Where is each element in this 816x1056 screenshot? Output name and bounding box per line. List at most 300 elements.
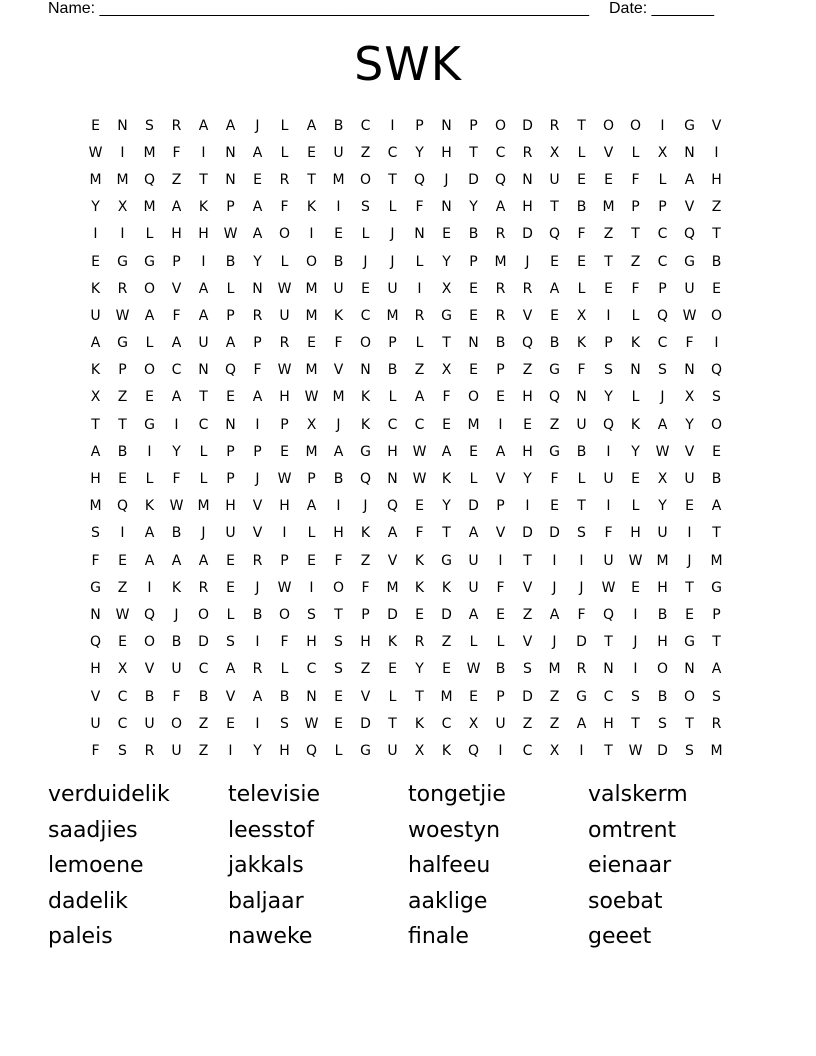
grid-letter: Q xyxy=(386,498,399,515)
grid-letter: C xyxy=(441,715,452,732)
grid-letter: U xyxy=(387,280,398,297)
grid-letter: D xyxy=(522,525,533,542)
grid-letter: M xyxy=(89,498,102,515)
grid-letter: W xyxy=(682,307,697,324)
grid-letter: A xyxy=(306,117,317,134)
grid-letter: S xyxy=(334,634,343,651)
grid-letter: Q xyxy=(467,742,480,759)
grid-letter: O xyxy=(278,226,291,243)
grid-letter: R xyxy=(576,661,587,678)
grid-letter: E xyxy=(118,471,127,488)
grid-letter: U xyxy=(549,171,560,188)
grid-letter: E xyxy=(523,416,532,433)
grid-letter: K xyxy=(90,280,101,297)
grid-letter: Y xyxy=(415,661,424,678)
grid-letter: M xyxy=(305,307,318,324)
grid-letter: X xyxy=(657,471,668,488)
grid-letter: A xyxy=(711,498,722,515)
grid-letter: E xyxy=(496,389,505,406)
grid-letter: W xyxy=(466,661,481,678)
grid-letter: F xyxy=(577,362,586,379)
grid-letter: V xyxy=(522,579,533,596)
grid-letter: E xyxy=(550,253,559,270)
grid-letter: E xyxy=(604,171,613,188)
grid-letter: H xyxy=(603,715,614,732)
grid-letter: Q xyxy=(143,171,156,188)
grid-letter: U xyxy=(90,307,101,324)
grid-letter: R xyxy=(252,552,263,569)
grid-letter: W xyxy=(223,226,238,243)
grid-letter: E xyxy=(442,416,451,433)
grid-letter: V xyxy=(495,525,506,542)
grid-letter: L xyxy=(199,471,208,488)
grid-letter: D xyxy=(657,742,668,759)
grid-letter: B xyxy=(657,688,668,705)
word-bank-item: verduidelik xyxy=(48,782,170,807)
grid-letter: P xyxy=(280,552,289,569)
grid-letter: V xyxy=(252,498,263,515)
grid-letter: U xyxy=(603,552,614,569)
grid-letter: R xyxy=(198,579,209,596)
grid-letter: R xyxy=(252,307,263,324)
grid-letter: S xyxy=(712,688,721,705)
grid-letter: H xyxy=(387,443,398,460)
grid-letter: W xyxy=(277,579,292,596)
grid-letter: H xyxy=(522,199,533,216)
grid-letter: P xyxy=(712,606,721,623)
grid-letter: C xyxy=(171,362,182,379)
grid-letter: F xyxy=(550,471,559,488)
grid-letter: F xyxy=(604,525,613,542)
grid-letter: N xyxy=(603,661,614,678)
grid-letter: G xyxy=(576,688,587,705)
grid-letter: T xyxy=(604,253,613,270)
grid-letter: S xyxy=(145,117,154,134)
grid-letter: V xyxy=(603,144,614,161)
grid-letter: E xyxy=(550,307,559,324)
grid-letter: V xyxy=(522,307,533,324)
grid-letter: A xyxy=(495,199,506,216)
grid-letter: H xyxy=(657,579,668,596)
grid-letter: F xyxy=(685,335,694,352)
grid-letter: Q xyxy=(143,606,156,623)
grid-letter: U xyxy=(657,525,668,542)
grid-letter: N xyxy=(252,280,263,297)
grid-letter: Y xyxy=(469,199,478,216)
grid-letter: G xyxy=(684,634,695,651)
date-field-label: Date: _______ xyxy=(608,0,714,17)
grid-letter: P xyxy=(415,117,424,134)
grid-letter: V xyxy=(684,443,695,460)
grid-letter: T xyxy=(712,634,721,651)
grid-letter: Q xyxy=(683,226,696,243)
grid-letter: L xyxy=(226,606,235,623)
grid-row xyxy=(82,139,730,166)
grid-letter: O xyxy=(359,335,372,352)
grid-letter: M xyxy=(440,688,453,705)
grid-letter: A xyxy=(387,525,398,542)
grid-letter: E xyxy=(226,552,235,569)
grid-letter: B xyxy=(279,688,290,705)
grid-row xyxy=(82,302,730,329)
grid-letter: C xyxy=(198,661,209,678)
grid-letter: Q xyxy=(656,307,669,324)
grid-letter: I xyxy=(579,552,584,569)
grid-letter: I xyxy=(120,226,125,243)
grid-letter: D xyxy=(576,634,587,651)
grid-letter: O xyxy=(710,307,723,324)
grid-letter: T xyxy=(712,226,721,243)
grid-letter: C xyxy=(387,416,398,433)
grid-letter: C xyxy=(657,253,668,270)
grid-letter: I xyxy=(255,416,260,433)
grid-letter: W xyxy=(277,471,292,488)
grid-letter: A xyxy=(549,280,560,297)
grid-letter: F xyxy=(172,144,181,161)
grid-letter: H xyxy=(441,144,452,161)
grid-letter: M xyxy=(656,552,669,569)
grid-letter: F xyxy=(172,471,181,488)
grid-letter: D xyxy=(387,606,398,623)
grid-letter: N xyxy=(576,389,587,406)
grid-letter: V xyxy=(711,117,722,134)
grid-letter: W xyxy=(277,280,292,297)
grid-letter: L xyxy=(280,661,289,678)
grid-letter: S xyxy=(118,742,127,759)
grid-letter: O xyxy=(467,389,480,406)
grid-letter: G xyxy=(549,443,560,460)
grid-letter: B xyxy=(711,471,722,488)
grid-letter: U xyxy=(468,552,479,569)
grid-letter: R xyxy=(522,144,533,161)
grid-letter: E xyxy=(91,117,100,134)
grid-letter: U xyxy=(90,715,101,732)
grid-letter: I xyxy=(633,606,638,623)
grid-letter: Q xyxy=(548,389,561,406)
grid-row xyxy=(82,710,730,737)
grid-letter: U xyxy=(684,471,695,488)
grid-letter: D xyxy=(468,171,479,188)
grid-row xyxy=(82,465,730,492)
grid-letter: K xyxy=(630,416,641,433)
grid-letter: Z xyxy=(198,715,209,732)
word-bank-item: soebat xyxy=(588,888,663,914)
grid-letter: A xyxy=(225,661,236,678)
grid-letter: A xyxy=(468,525,479,542)
grid-letter: T xyxy=(712,525,721,542)
grid-letter: W xyxy=(115,307,130,324)
grid-letter: H xyxy=(522,443,533,460)
grid-letter: J xyxy=(552,579,557,596)
grid-letter: A xyxy=(333,443,344,460)
grid-letter: E xyxy=(334,226,343,243)
grid-letter: X xyxy=(90,389,101,406)
grid-letter: O xyxy=(143,362,156,379)
grid-letter: H xyxy=(630,525,641,542)
grid-letter: J xyxy=(579,579,584,596)
grid-letter: A xyxy=(684,171,695,188)
grid-letter: L xyxy=(361,226,370,243)
grid-letter: N xyxy=(414,226,425,243)
grid-letter: A xyxy=(441,443,452,460)
grid-letter: Q xyxy=(521,335,534,352)
word-bank-item: halfeeu xyxy=(408,853,491,878)
grid-letter: H xyxy=(711,171,722,188)
grid-letter: X xyxy=(468,715,479,732)
grid-letter: N xyxy=(225,171,236,188)
grid-letter: I xyxy=(606,443,611,460)
grid-letter: F xyxy=(280,634,289,651)
grid-letter: T xyxy=(442,335,451,352)
grid-letter: V xyxy=(360,688,371,705)
grid-letter: W xyxy=(115,606,130,623)
grid-letter: L xyxy=(631,498,640,515)
grid-letter: S xyxy=(307,606,316,623)
word-bank-item: leesstof xyxy=(228,817,314,843)
grid-letter: W xyxy=(628,742,643,759)
grid-letter: J xyxy=(363,253,368,270)
grid-letter: F xyxy=(415,525,424,542)
grid-letter: Y xyxy=(253,742,262,759)
grid-letter: I xyxy=(525,498,530,515)
grid-letter: B xyxy=(576,199,587,216)
grid-letter: Z xyxy=(711,199,722,216)
grid-letter: B xyxy=(576,443,587,460)
grid-letter: V xyxy=(684,199,695,216)
grid-letter: N xyxy=(117,117,128,134)
grid-letter: K xyxy=(387,634,398,651)
grid-letter: F xyxy=(631,280,640,297)
grid-letter: C xyxy=(657,226,668,243)
grid-letter: B xyxy=(549,335,560,352)
grid-letter: Q xyxy=(413,171,426,188)
grid-row xyxy=(82,737,730,764)
grid-letter: W xyxy=(169,498,184,515)
grid-letter: E xyxy=(334,688,343,705)
grid-letter: P xyxy=(496,498,505,515)
grid-letter: G xyxy=(360,742,371,759)
grid-letter: I xyxy=(660,117,665,134)
grid-letter: J xyxy=(336,416,341,433)
grid-letter: J xyxy=(552,634,557,651)
grid-letter: B xyxy=(387,362,398,379)
grid-letter: B xyxy=(117,443,128,460)
grid-letter: D xyxy=(441,606,452,623)
grid-letter: A xyxy=(657,416,668,433)
grid-letter: K xyxy=(360,389,371,406)
grid-letter: I xyxy=(93,226,98,243)
word-bank-item: televisie xyxy=(228,782,321,807)
grid-letter: M xyxy=(143,144,156,161)
grid-letter: X xyxy=(306,416,317,433)
grid-letter: A xyxy=(549,606,560,623)
grid-letter: H xyxy=(90,661,101,678)
grid-letter: C xyxy=(117,688,128,705)
grid-letter: G xyxy=(684,117,695,134)
grid-letter: P xyxy=(226,307,235,324)
grid-letter: H xyxy=(522,389,533,406)
grid-letter: I xyxy=(228,742,233,759)
grid-letter: U xyxy=(495,715,506,732)
grid-letter: A xyxy=(171,335,182,352)
grid-letter: Y xyxy=(631,443,640,460)
grid-letter: I xyxy=(120,525,125,542)
grid-letter: J xyxy=(201,525,206,542)
grid-letter: A xyxy=(144,525,155,542)
grid-letter: Z xyxy=(603,226,614,243)
grid-letter: I xyxy=(606,498,611,515)
grid-letter: T xyxy=(577,117,586,134)
grid-letter: M xyxy=(494,253,507,270)
grid-letter: N xyxy=(360,362,371,379)
grid-letter: V xyxy=(171,280,182,297)
word-bank-item: saadjies xyxy=(48,817,138,843)
grid-letter: J xyxy=(255,117,260,134)
grid-letter: U xyxy=(171,742,182,759)
grid-letter: E xyxy=(469,362,478,379)
grid-letter: C xyxy=(495,144,506,161)
grid-letter: R xyxy=(495,280,506,297)
grid-letter: Z xyxy=(522,362,533,379)
grid-letter: A xyxy=(225,117,236,134)
grid-letter: M xyxy=(116,171,129,188)
grid-letter: E xyxy=(415,498,424,515)
grid-letter: U xyxy=(333,144,344,161)
grid-letter: A xyxy=(711,661,722,678)
grid-letter: S xyxy=(280,715,289,732)
grid-letter: T xyxy=(91,416,100,433)
grid-letter: P xyxy=(280,416,289,433)
grid-letter: L xyxy=(199,443,208,460)
grid-letter: W xyxy=(88,144,103,161)
grid-letter: A xyxy=(198,117,209,134)
grid-letter: G xyxy=(144,416,155,433)
grid-letter: V xyxy=(90,688,101,705)
grid-letter: H xyxy=(360,634,371,651)
grid-letter: H xyxy=(225,498,236,515)
grid-letter: L xyxy=(388,199,397,216)
grid-letter: S xyxy=(226,634,235,651)
grid-letter: T xyxy=(577,498,586,515)
grid-letter: Z xyxy=(360,144,371,161)
grid-letter: V xyxy=(387,552,398,569)
grid-letter: D xyxy=(468,498,479,515)
grid-letter: Y xyxy=(91,199,100,216)
grid-letter: R xyxy=(495,226,506,243)
grid-letter: A xyxy=(171,199,182,216)
grid-letter: W xyxy=(601,579,616,596)
grid-letter: V xyxy=(522,634,533,651)
grid-letter: W xyxy=(412,471,427,488)
grid-letter: M xyxy=(386,307,399,324)
grid-letter: N xyxy=(441,117,452,134)
grid-letter: O xyxy=(197,606,210,623)
grid-letter: H xyxy=(657,634,668,651)
grid-letter: N xyxy=(684,144,695,161)
grid-letter: Z xyxy=(360,661,371,678)
grid-letter: S xyxy=(523,661,532,678)
grid-row xyxy=(82,683,730,710)
grid-row xyxy=(82,411,730,438)
grid-letter: A xyxy=(90,335,101,352)
grid-letter: V xyxy=(495,471,506,488)
header-line xyxy=(48,0,714,18)
grid-letter: R xyxy=(279,335,290,352)
grid-letter: W xyxy=(277,362,292,379)
grid-letter: K xyxy=(360,525,371,542)
grid-letter: E xyxy=(631,579,640,596)
grid-letter: K xyxy=(630,335,641,352)
word-search-grid xyxy=(82,112,730,765)
grid-letter: S xyxy=(658,362,667,379)
grid-letter: W xyxy=(304,715,319,732)
grid-letter: Q xyxy=(602,606,615,623)
grid-letter: H xyxy=(306,634,317,651)
grid-letter: I xyxy=(282,525,287,542)
grid-letter: Q xyxy=(116,498,129,515)
grid-letter: E xyxy=(307,144,316,161)
grid-letter: N xyxy=(387,471,398,488)
grid-letter: L xyxy=(280,144,289,161)
grid-letter: M xyxy=(89,171,102,188)
grid-letter: K xyxy=(171,579,182,596)
grid-letter: T xyxy=(550,199,559,216)
grid-letter: A xyxy=(171,552,182,569)
grid-letter: J xyxy=(363,498,368,515)
grid-letter: L xyxy=(577,280,586,297)
grid-letter: X xyxy=(441,362,452,379)
grid-row xyxy=(82,248,730,275)
grid-letter: C xyxy=(387,144,398,161)
grid-letter: G xyxy=(90,579,101,596)
grid-letter: E xyxy=(550,498,559,515)
grid-letter: I xyxy=(498,552,503,569)
grid-letter: I xyxy=(606,307,611,324)
grid-letter: N xyxy=(198,362,209,379)
word-bank-item: lemoene xyxy=(48,853,144,878)
grid-letter: Z xyxy=(522,606,533,623)
grid-letter: F xyxy=(172,688,181,705)
grid-letter: O xyxy=(170,715,183,732)
grid-letter: J xyxy=(525,253,530,270)
grid-letter: X xyxy=(576,307,587,324)
grid-letter: L xyxy=(307,525,316,542)
grid-letter: K xyxy=(90,362,101,379)
grid-letter: P xyxy=(172,253,181,270)
grid-letter: P xyxy=(226,443,235,460)
grid-letter: Q xyxy=(602,416,615,433)
grid-letter: G xyxy=(549,362,560,379)
grid-row xyxy=(82,547,730,574)
grid-letter: Q xyxy=(494,171,507,188)
word-bank-item: dadelik xyxy=(48,888,128,914)
grid-letter: L xyxy=(388,688,397,705)
grid-letter: J xyxy=(444,171,449,188)
grid-letter: N xyxy=(225,144,236,161)
grid-letter: P xyxy=(118,362,127,379)
grid-letter: T xyxy=(604,634,613,651)
grid-letter: U xyxy=(684,280,695,297)
grid-letter: Y xyxy=(658,498,667,515)
grid-letter: P xyxy=(496,362,505,379)
grid-letter: J xyxy=(255,579,260,596)
grid-letter: A xyxy=(198,280,209,297)
grid-letter: M xyxy=(305,443,318,460)
grid-letter: T xyxy=(442,525,451,542)
grid-row xyxy=(82,438,730,465)
grid-letter: K xyxy=(441,471,452,488)
grid-letter: N xyxy=(522,171,533,188)
